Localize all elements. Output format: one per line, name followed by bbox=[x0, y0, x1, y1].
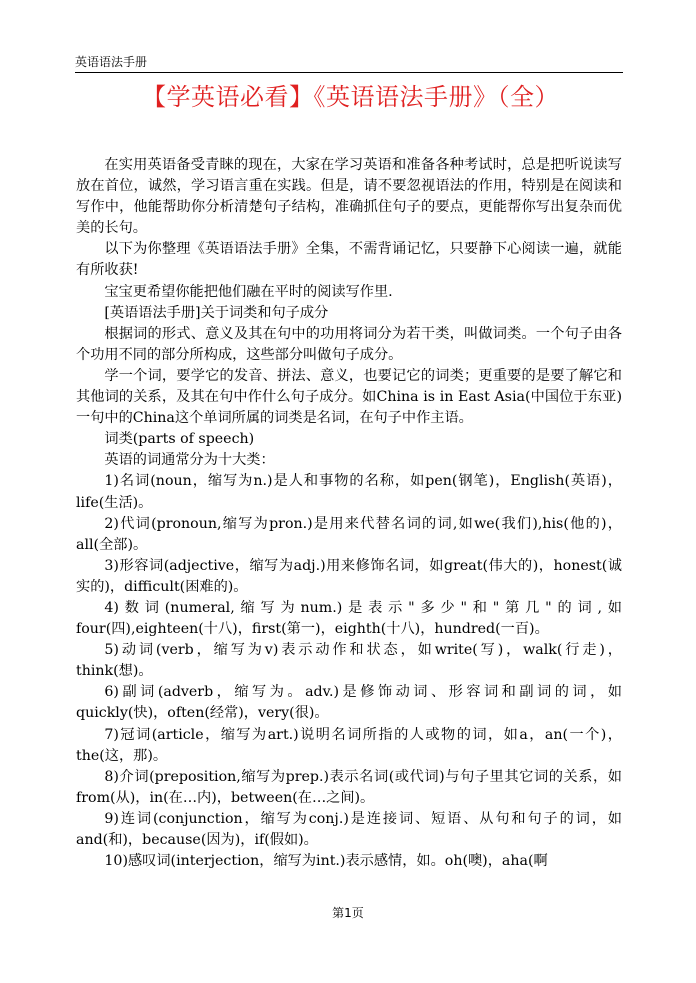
list-item: 3)形容词(adjective，缩写为adj.)用来修饰名词，如great(伟大的)，honest(诚实的)，difficult(困难的)。 bbox=[76, 557, 622, 595]
paragraph: 以下为你整理《英语语法手册》全集，不需背诵记忆，只要静下心阅读一遍，就能有所收获! bbox=[76, 241, 622, 279]
page-header bbox=[75, 52, 623, 73]
paragraph: 学一个词，要学它的发音、拼法、意义，也要记它的词类；更重要的是要了解它和其他词的关系，及其在句中作什么句子成分。如China is in East Asia(中国位于东亚)一句中的China这个单词所属的词类是名词，在句子中作主语。 bbox=[76, 367, 622, 427]
subsection-heading: 词类(parts of speech) bbox=[104, 431, 255, 448]
list-item: 4)数词(numeral,缩写为num.)是表示"多少"和"第几"的词,如four(四),eighteen(十八)，first(第一)，eighth(十八)，hundred(一百)。 bbox=[76, 599, 622, 638]
list-item: 9)连词(conjunction，缩写为conj.)是连接词、短语、从句和句子的词，如and(和)，because(因为)，if(假如)。 bbox=[76, 810, 622, 848]
paragraph: 英语的词通常分为十大类： bbox=[104, 452, 275, 469]
document-title: 【学英语必看】《英语语法手册》（全） bbox=[142, 83, 559, 111]
paragraph-intro: 在实用英语备受青睐的现在，大家在学习英语和准备各种考试时，总是把听说读写放在首位，诚然，学习语言重在实践。但是，请不要忽视语法的作用，特别是在阅读和写作中，他能帮助你分析清楚句子结构，准确抓住句子的要点，更能帮你写出复杂而优美的长句。 bbox=[76, 157, 622, 237]
paragraph: 根据词的形式、意义及其在句中的功用将词分为若干类，叫做词类。一个句子由各个功用不同的部分所构成，这些部分叫做句子成分。 bbox=[76, 325, 622, 363]
paragraph: 宝宝更希望你能把他们融在平时的阅读写作里. bbox=[104, 283, 393, 300]
document-body bbox=[76, 155, 622, 872]
list-item: 5)动词(verb，缩写为v)表示动作和状态，如write(写)，walk(行走)，think(想)。 bbox=[76, 642, 622, 680]
list-item: 8)介词(preposition,缩写为prep.)表示名词(或代词)与句子里其它词的关系，如from(从)，in(在…内)，between(在…之间)。 bbox=[76, 768, 622, 806]
page-number: 第1页 bbox=[332, 906, 364, 920]
section-heading: [英语语法手册]关于词类和句子成分 bbox=[104, 304, 329, 321]
list-item: 6)副词(adverb，缩写为。adv.)是修饰动词、形容词和副词的词，如quickly(快)，often(经常)，very(很)。 bbox=[76, 684, 622, 722]
header-title: 英语语法手册 bbox=[75, 55, 148, 69]
list-item: 2)代词(pronoun,缩写为pron.)是用来代替名词的词,如we(我们),his(他的)，all(全部)。 bbox=[76, 515, 622, 553]
list-item: 1)名词(noun，缩写为n.)是人和事物的名称，如pen(钢笔)，English(英语)，life(生活)。 bbox=[76, 473, 622, 511]
list-item: 10)感叹词(interjection，缩写为int.)表示感情，如。oh(噢)，aha(啊 bbox=[104, 853, 548, 870]
list-item: 7)冠词(article，缩写为art.)说明名词所指的人或物的词，如a，an(一个)，the(这，那)。 bbox=[76, 726, 622, 764]
